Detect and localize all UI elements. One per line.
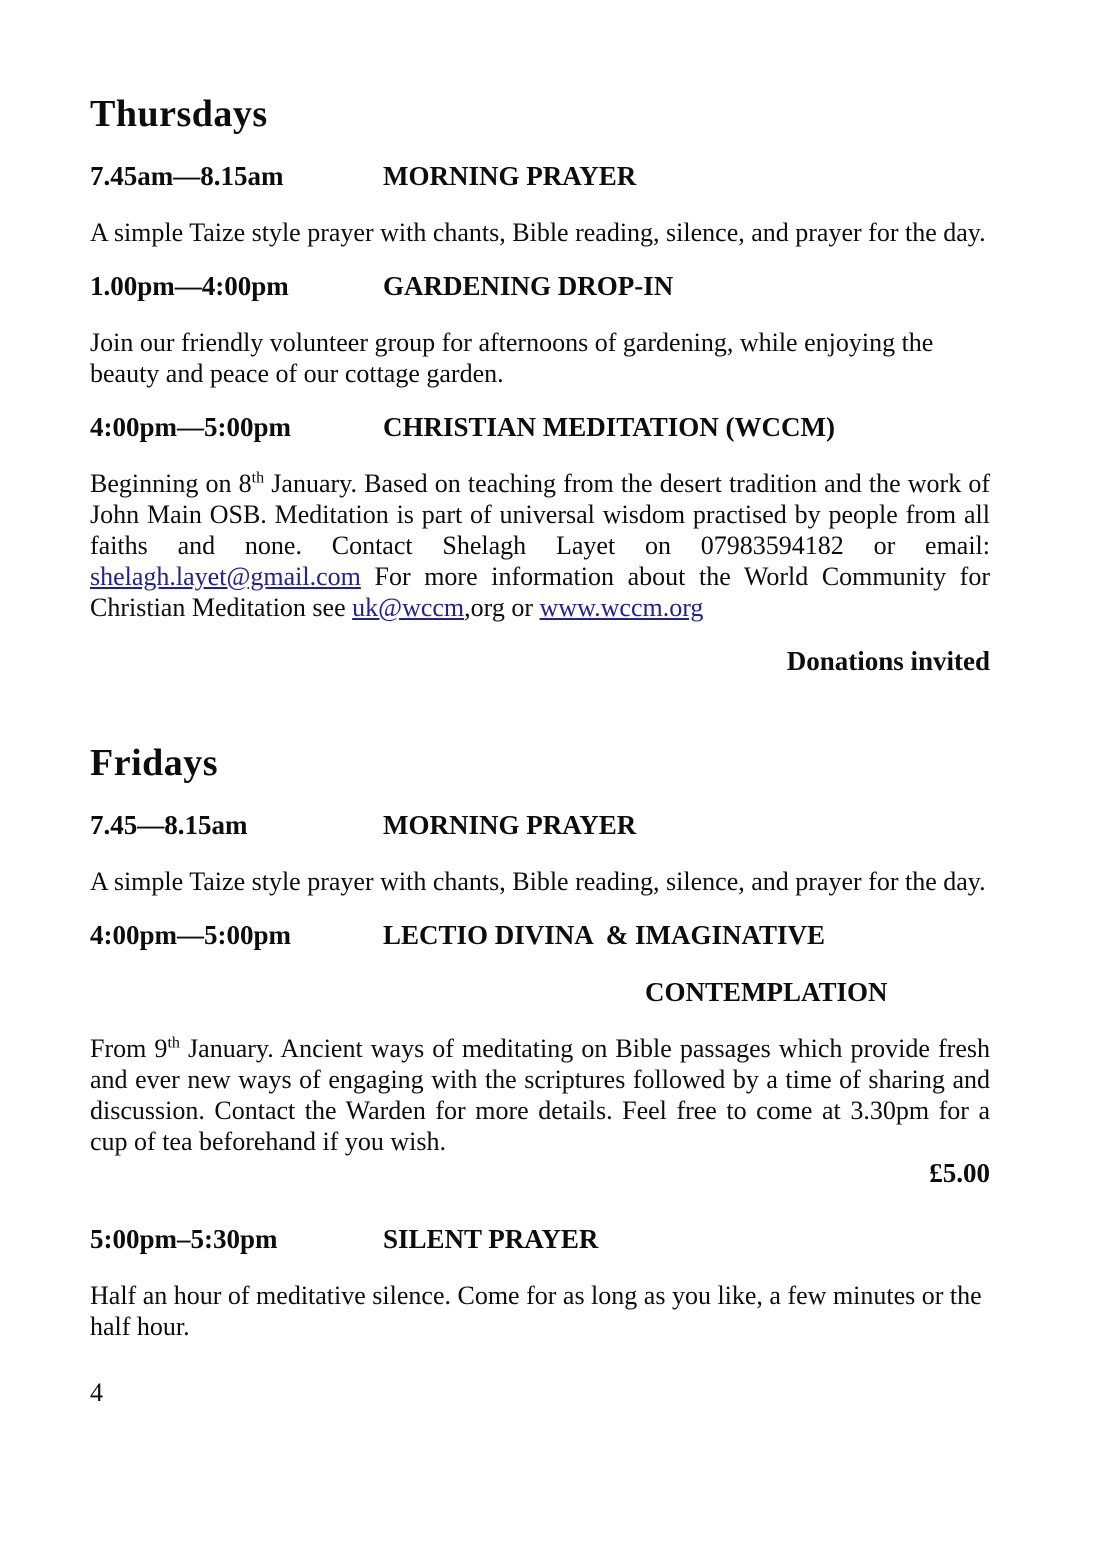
description-text: January. Based on teaching from the desert tradition and the work of John Main OSB. Meditation is part of universal wisdom practised by people from all faiths and none. Contact Shelagh Layet on 07983594182 or email:: [90, 469, 990, 560]
silent-prayer-description: Half an hour of meditative silence. Come for as long as you like, a few minutes or the half hour.: [90, 1281, 982, 1341]
christian-meditation-description: [90, 468, 990, 623]
event-title: MORNING PRAYER: [383, 810, 637, 840]
event-title: CHRISTIAN MEDITATION (WCCM): [383, 412, 836, 442]
event-title: MORNING PRAYER: [383, 161, 637, 191]
event-time: 1.00pm—4:00pm: [90, 271, 289, 301]
christian-meditation-row: [90, 411, 990, 444]
wccm-uk-link[interactable]: uk@wccm: [352, 593, 465, 622]
page-number: 4: [90, 1378, 103, 1407]
thursdays-heading: Thursdays: [90, 93, 268, 135]
page-content: [90, 92, 990, 1364]
lectio-divina-description: [90, 1033, 990, 1157]
event-title: SILENT PRAYER: [383, 1224, 599, 1254]
email-link[interactable]: shelagh.layet@gmail.com: [90, 562, 361, 591]
donations-note: Donations invited: [786, 646, 990, 676]
description-text: Beginning on 8: [90, 469, 252, 498]
price-note: £5.00: [929, 1158, 990, 1188]
wccm-website-link[interactable]: www.wccm.org: [539, 593, 704, 622]
event-time: 5:00pm–5:30pm: [90, 1224, 278, 1254]
spacer: [90, 1189, 990, 1223]
description-text: For more information about the World Community for Christian Meditation see: [90, 562, 990, 622]
event-time: 7.45—8.15am: [90, 810, 248, 840]
thursday-morning-prayer-row: [90, 160, 990, 193]
description-text: From 9: [90, 1034, 168, 1063]
friday-morning-prayer-row: [90, 809, 990, 842]
gardening-dropin-row: [90, 270, 990, 303]
event-title: GARDENING DROP-IN: [383, 271, 674, 301]
lectio-title-continuation: CONTEMPLATION: [645, 977, 888, 1007]
gardening-dropin-description: Join our friendly volunteer group for afternoons of gardening, while enjoying the beauty and peace of our cottage garden.: [90, 328, 934, 388]
event-time: 7.45am—8.15am: [90, 161, 284, 191]
event-time: 4:00pm—5:00pm: [90, 920, 291, 950]
ordinal-suffix: th: [167, 1034, 180, 1052]
ordinal-suffix: th: [251, 469, 265, 487]
thursday-morning-prayer-description: A simple Taize style prayer with chants, Bible reading, silence, and prayer for the day.: [90, 218, 986, 247]
fridays-heading: Fridays: [90, 742, 219, 784]
silent-prayer-row: [90, 1223, 990, 1256]
description-text: ,org or: [464, 593, 540, 622]
event-time: 4:00pm—5:00pm: [90, 412, 291, 442]
description-text: January. Ancient ways of meditating on Bible passages which provide fresh and ever new ways of engaging with the scriptures followed by a time of sharing and discussion. Contact the Warden for more details. Feel free to come at 3.30pm for a cup of tea beforehand if you wish.: [90, 1034, 990, 1156]
friday-morning-prayer-description: A simple Taize style prayer with chants, Bible reading, silence, and prayer for the day.: [90, 867, 986, 896]
event-title: LECTIO DIVINA & IMAGINATIVE: [383, 920, 826, 950]
lectio-divina-row: [90, 919, 990, 952]
section-divider-space: [90, 677, 990, 741]
